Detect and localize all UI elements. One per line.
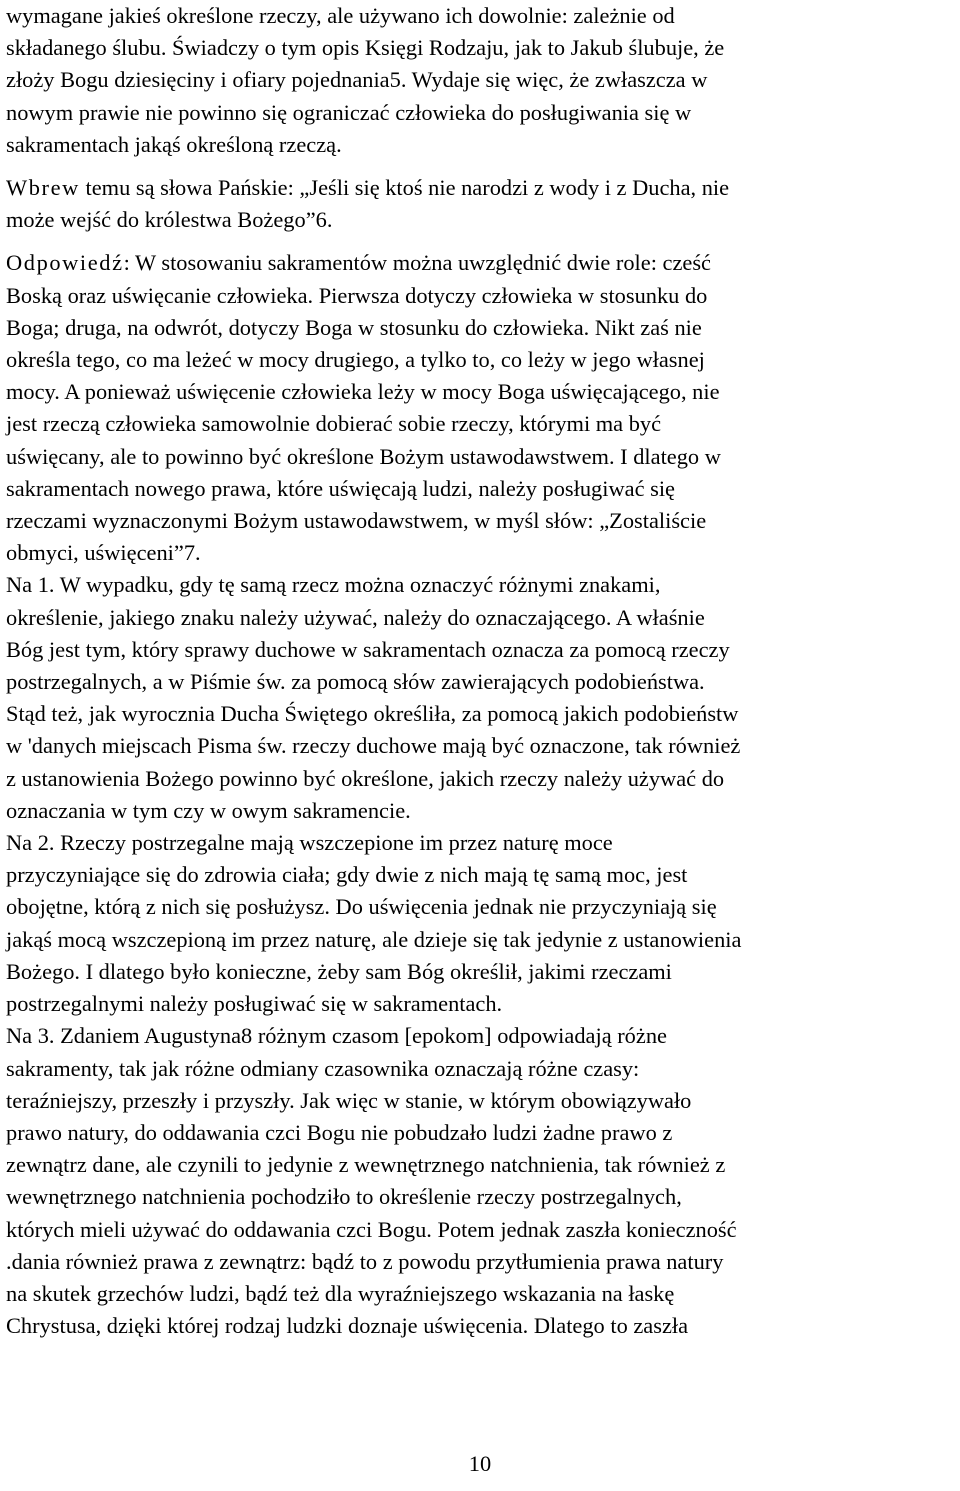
text-line: prawo natury, do oddawania czci Bogu nie pobudzało ludzi żadne prawo z xyxy=(6,1119,673,1145)
text-line: postrzegalnych, a w Piśmie św. za pomocą słów zawierających podobieństwa. xyxy=(6,669,705,695)
text-line: może wejść do królestwa Bożego”6. xyxy=(6,207,333,233)
text-line: na skutek grzechów ludzi, bądź też dla wyraźniejszego wskazania na łaskę xyxy=(6,1280,675,1306)
text-line: określa tego, co ma leżeć w mocy drugiego, a tylko to, co leży w jego własnej xyxy=(6,347,705,373)
text-line: Boską oraz uświęcanie człowieka. Pierwsza dotyczy człowieka w stosunku do xyxy=(6,282,708,308)
text-line: Na 1. W wypadku, gdy tę samą rzecz można oznaczyć różnymi znakami, xyxy=(6,572,661,598)
paragraph-reply-2 xyxy=(6,827,956,1020)
text-line: obojętne, którą z nich się posłużysz. Do uświęcenia jednak nie przyczyniają się xyxy=(6,894,717,920)
text-line: : W stosowaniu sakramentów można uwzględnić dwie role: cześć xyxy=(123,250,711,276)
page-number: 10 xyxy=(468,1451,492,1476)
text-line: złoży Bogu dziesięciny i ofiary pojednania5. Wydaje się więc, że zwłaszcza w xyxy=(6,67,708,93)
text-line: zewnątrz dane, ale czynili to jedynie z wewnętrznego natchnienia, tak również z xyxy=(6,1152,726,1178)
text-line: sakramentach nowego prawa, które uświęcają ludzi, należy posługiwać się xyxy=(6,475,675,501)
sed-contra-heading: Wbrew xyxy=(6,175,80,201)
text-line: Na 3. Zdaniem Augustyna8 różnym czasom [epokom] odpowiadają różne xyxy=(6,1023,667,1049)
paragraph-sed-contra xyxy=(6,172,956,236)
text-line: z ustanowienia Bożego powinno być określone, jakich rzeczy należy używać do xyxy=(6,765,725,791)
text-line: Boga; druga, na odwrót, dotyczy Boga w stosunku do człowieka. Nikt zaś nie xyxy=(6,314,702,340)
text-line: nowym prawie nie powinno się ograniczać człowieka do posługiwania się w xyxy=(6,99,692,125)
text-line: Bożego. I dlatego było konieczne, żeby sam Bóg określił, jakimi rzeczami xyxy=(6,958,672,984)
text-line: obmyci, uświęceni”7. xyxy=(6,540,201,566)
text-line: oznaczania w tym czy w owym sakramencie. xyxy=(6,797,411,823)
text-line: składanego ślubu. Świadczy o tym opis Księgi Rodzaju, jak to Jakub ślubuje, że xyxy=(6,35,725,61)
text-line: postrzegalnymi należy posługiwać się w sakramentach. xyxy=(6,991,503,1017)
paragraph-reply-3 xyxy=(6,1020,956,1342)
text-line: sakramenty, tak jak różne odmiany czasownika oznaczają różne czasy: xyxy=(6,1055,640,1081)
text-line: sakramentach jakąś określoną rzeczą. xyxy=(6,131,342,157)
paragraph-intro xyxy=(6,0,956,161)
text-line: jest rzeczą człowieka samowolnie dobierać sobie rzeczy, którymi ma być xyxy=(6,411,662,437)
answer-heading: Odpowiedź xyxy=(6,250,124,276)
text-line: teraźniejszy, przeszły i przyszły. Jak więc w stanie, w którym obowiązywało xyxy=(6,1087,692,1113)
text-line: temu są słowa Pańskie: „Jeśli się ktoś nie narodzi z wody i z Ducha, nie xyxy=(79,175,730,201)
text-line: Bóg jest tym, który sprawy duchowe w sakramentach oznacza za pomocą rzeczy xyxy=(6,636,730,662)
text-line: Chrystusa, dzięki której rodzaj ludzki doznaje uświęcenia. Dlatego to zaszła xyxy=(6,1313,689,1339)
text-line: .dania również prawa z zewnątrz: bądź to z powodu przytłumienia prawa natury xyxy=(6,1248,724,1274)
text-line: uświęcany, ale to powinno być określone Bożym ustawodawstwem. I dlatego w xyxy=(6,443,721,469)
text-line: których mieli używać do oddawania czci Bogu. Potem jednak zaszła konieczność xyxy=(6,1216,737,1242)
text-line: przyczyniające się do zdrowia ciała; gdy dwie z nich mają tę samą moc, jest xyxy=(6,862,688,888)
paragraph-answer xyxy=(6,247,956,569)
text-line: rzeczami wyznaczonymi Bożym ustawodawstwem, w myśl słów: „Zostaliście xyxy=(6,508,707,534)
text-line: określenie, jakiego znaku należy używać, należy do oznaczającego. A właśnie xyxy=(6,604,705,630)
text-line: wymagane jakieś określone rzeczy, ale używano ich dowolnie: zależnie od xyxy=(6,3,675,28)
text-line: Na 2. Rzeczy postrzegalne mają wszczepione im przez naturę moce xyxy=(6,830,613,856)
text-line: Stąd też, jak wyrocznia Ducha Świętego określiła, za pomocą jakich podobieństw xyxy=(6,701,739,727)
text-line: jakąś mocą wszczepioną im przez naturę, ale dzieje się tak jedynie z ustanowienia xyxy=(6,926,742,952)
text-line: w 'danych miejscach Pisma św. rzeczy duchowe mają być oznaczone, tak również xyxy=(6,733,741,759)
paragraph-reply-1 xyxy=(6,569,956,827)
text-line: mocy. A ponieważ uświęcenie człowieka leży w mocy Boga uświęcającego, nie xyxy=(6,379,720,405)
text-line: wewnętrznego natchnienia pochodziło to określenie rzeczy postrzegalnych, xyxy=(6,1184,682,1210)
